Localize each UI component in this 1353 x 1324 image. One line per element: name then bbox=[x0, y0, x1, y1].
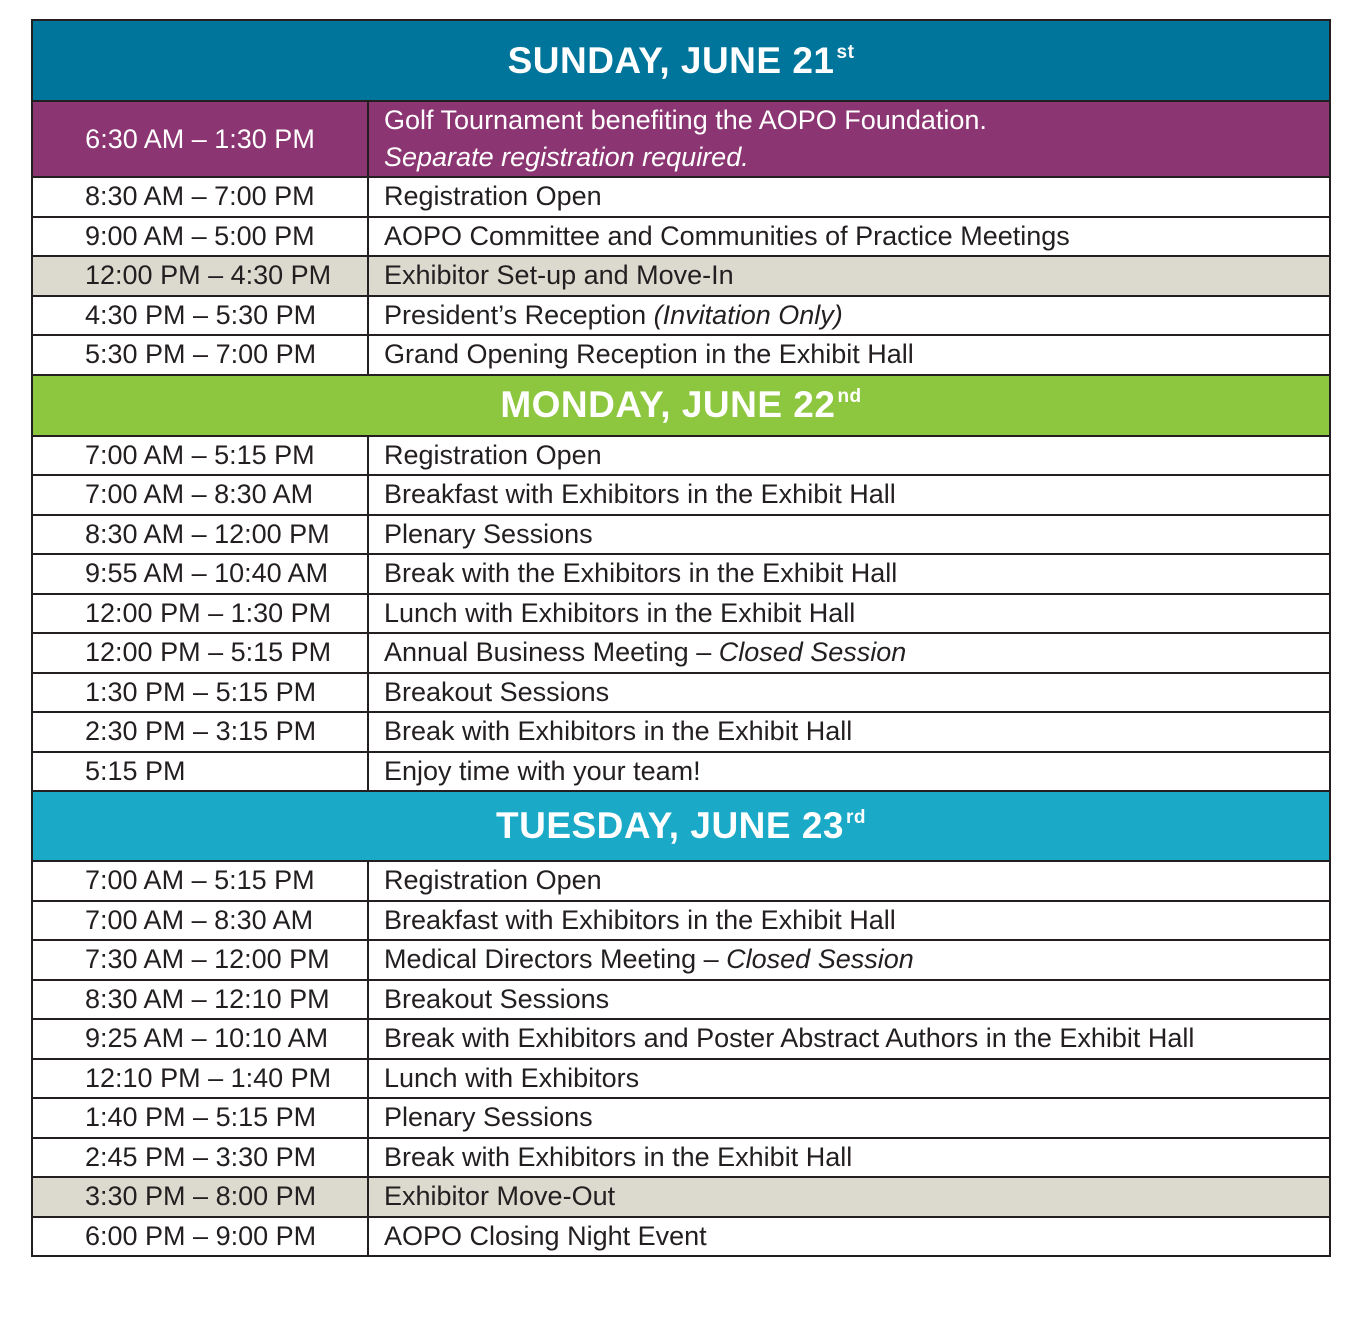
event-time: 6:00 PM – 9:00 PM bbox=[32, 1217, 368, 1257]
event-row bbox=[32, 940, 1330, 980]
event-row bbox=[32, 256, 1330, 296]
day-title: TUESDAY, JUNE 23 bbox=[496, 805, 844, 846]
event-row bbox=[32, 980, 1330, 1020]
event-time: 1:40 PM – 5:15 PM bbox=[32, 1098, 368, 1138]
event-row bbox=[32, 633, 1330, 673]
day-title-cell bbox=[32, 375, 1330, 436]
event-time: 9:55 AM – 10:40 AM bbox=[32, 554, 368, 594]
event-note: Closed Session bbox=[726, 944, 914, 975]
event-row bbox=[32, 335, 1330, 375]
day-title: MONDAY, JUNE 22 bbox=[500, 384, 836, 425]
event-time: 7:00 AM – 8:30 AM bbox=[32, 901, 368, 941]
event-description: Break with the Exhibitors in the Exhibit Hall bbox=[368, 554, 1330, 594]
event-row bbox=[32, 177, 1330, 217]
event-time: 12:00 PM – 5:15 PM bbox=[32, 633, 368, 673]
event-text: Medical Directors Meeting – bbox=[384, 944, 727, 975]
event-row bbox=[32, 1177, 1330, 1217]
event-description: Breakfast with Exhibitors in the Exhibit Hall bbox=[368, 901, 1330, 941]
event-row bbox=[32, 1217, 1330, 1257]
day-suffix: nd bbox=[837, 386, 862, 407]
event-line: Golf Tournament benefiting the AOPO Foundation. bbox=[384, 105, 987, 135]
event-time: 8:30 AM – 7:00 PM bbox=[32, 177, 368, 217]
event-description: Exhibitor Set-up and Move-In bbox=[368, 256, 1330, 296]
day-title-cell bbox=[32, 791, 1330, 861]
event-time: 9:00 AM – 5:00 PM bbox=[32, 217, 368, 257]
event-row bbox=[32, 1098, 1330, 1138]
event-description: Registration Open bbox=[368, 436, 1330, 476]
event-time: 7:30 AM – 12:00 PM bbox=[32, 940, 368, 980]
event-note: Closed Session bbox=[718, 637, 907, 668]
event-time: 12:00 PM – 1:30 PM bbox=[32, 594, 368, 634]
event-time: 4:30 PM – 5:30 PM bbox=[32, 296, 368, 336]
event-time: 12:00 PM – 4:30 PM bbox=[32, 256, 368, 296]
event-row bbox=[32, 673, 1330, 713]
day-header-monday bbox=[32, 375, 1330, 436]
event-time: 1:30 PM – 5:15 PM bbox=[32, 673, 368, 713]
event-time: 5:30 PM – 7:00 PM bbox=[32, 335, 368, 375]
event-description: Breakfast with Exhibitors in the Exhibit Hall bbox=[368, 475, 1330, 515]
event-row bbox=[32, 1138, 1330, 1178]
event-time: 12:10 PM – 1:40 PM bbox=[32, 1059, 368, 1099]
event-description: Lunch with Exhibitors in the Exhibit Hall bbox=[368, 594, 1330, 634]
day-header-tuesday bbox=[32, 791, 1330, 861]
event-row bbox=[32, 861, 1330, 901]
event-description: Plenary Sessions bbox=[368, 1098, 1330, 1138]
event-note: Separate registration required. bbox=[384, 142, 749, 172]
event-time: 8:30 AM – 12:10 PM bbox=[32, 980, 368, 1020]
event-row bbox=[32, 901, 1330, 941]
event-row bbox=[32, 1059, 1330, 1099]
event-row bbox=[32, 101, 1330, 177]
event-description: Grand Opening Reception in the Exhibit Hall bbox=[368, 335, 1330, 375]
event-description: Breakout Sessions bbox=[368, 980, 1330, 1020]
event-row bbox=[32, 475, 1330, 515]
event-description bbox=[368, 296, 1330, 336]
day-title: SUNDAY, JUNE 21 bbox=[507, 39, 835, 81]
event-description bbox=[368, 633, 1330, 673]
event-text: Annual Business Meeting – bbox=[384, 637, 719, 668]
day-suffix: st bbox=[836, 41, 855, 63]
event-time: 5:15 PM bbox=[32, 752, 368, 792]
event-row bbox=[32, 296, 1330, 336]
event-row bbox=[32, 515, 1330, 555]
event-time: 7:00 AM – 5:15 PM bbox=[32, 436, 368, 476]
event-row bbox=[32, 752, 1330, 792]
event-description: Break with Exhibitors in the Exhibit Hall bbox=[368, 712, 1330, 752]
event-row bbox=[32, 436, 1330, 476]
event-row bbox=[32, 712, 1330, 752]
event-time: 9:25 AM – 10:10 AM bbox=[32, 1019, 368, 1059]
event-text: President’s Reception bbox=[384, 299, 654, 330]
event-time: 8:30 AM – 12:00 PM bbox=[32, 515, 368, 555]
event-row bbox=[32, 594, 1330, 634]
day-header-sunday bbox=[32, 20, 1330, 101]
event-description: Breakout Sessions bbox=[368, 673, 1330, 713]
event-description: AOPO Closing Night Event bbox=[368, 1217, 1330, 1257]
event-note: (Invitation Only) bbox=[653, 299, 843, 330]
event-time: 7:00 AM – 8:30 AM bbox=[32, 475, 368, 515]
event-row bbox=[32, 217, 1330, 257]
event-description: Break with Exhibitors and Poster Abstract Authors in the Exhibit Hall bbox=[368, 1019, 1330, 1059]
event-description: Registration Open bbox=[368, 177, 1330, 217]
event-description bbox=[368, 101, 1330, 177]
event-time: 7:00 AM – 5:15 PM bbox=[32, 861, 368, 901]
event-time: 2:30 PM – 3:15 PM bbox=[32, 712, 368, 752]
event-description: Enjoy time with your team! bbox=[368, 752, 1330, 792]
day-suffix: rd bbox=[846, 807, 866, 828]
event-time: 2:45 PM – 3:30 PM bbox=[32, 1138, 368, 1178]
day-title-cell bbox=[32, 20, 1330, 101]
event-row bbox=[32, 554, 1330, 594]
event-description: Plenary Sessions bbox=[368, 515, 1330, 555]
event-row bbox=[32, 1019, 1330, 1059]
event-description: Lunch with Exhibitors bbox=[368, 1059, 1330, 1099]
event-time: 6:30 AM – 1:30 PM bbox=[32, 101, 368, 177]
event-description bbox=[368, 940, 1330, 980]
event-time: 3:30 PM – 8:00 PM bbox=[32, 1177, 368, 1217]
event-description: Registration Open bbox=[368, 861, 1330, 901]
event-description: Exhibitor Move-Out bbox=[368, 1177, 1330, 1217]
event-description: Break with Exhibitors in the Exhibit Hall bbox=[368, 1138, 1330, 1178]
schedule-table bbox=[31, 19, 1331, 1257]
event-description: AOPO Committee and Communities of Practice Meetings bbox=[368, 217, 1330, 257]
